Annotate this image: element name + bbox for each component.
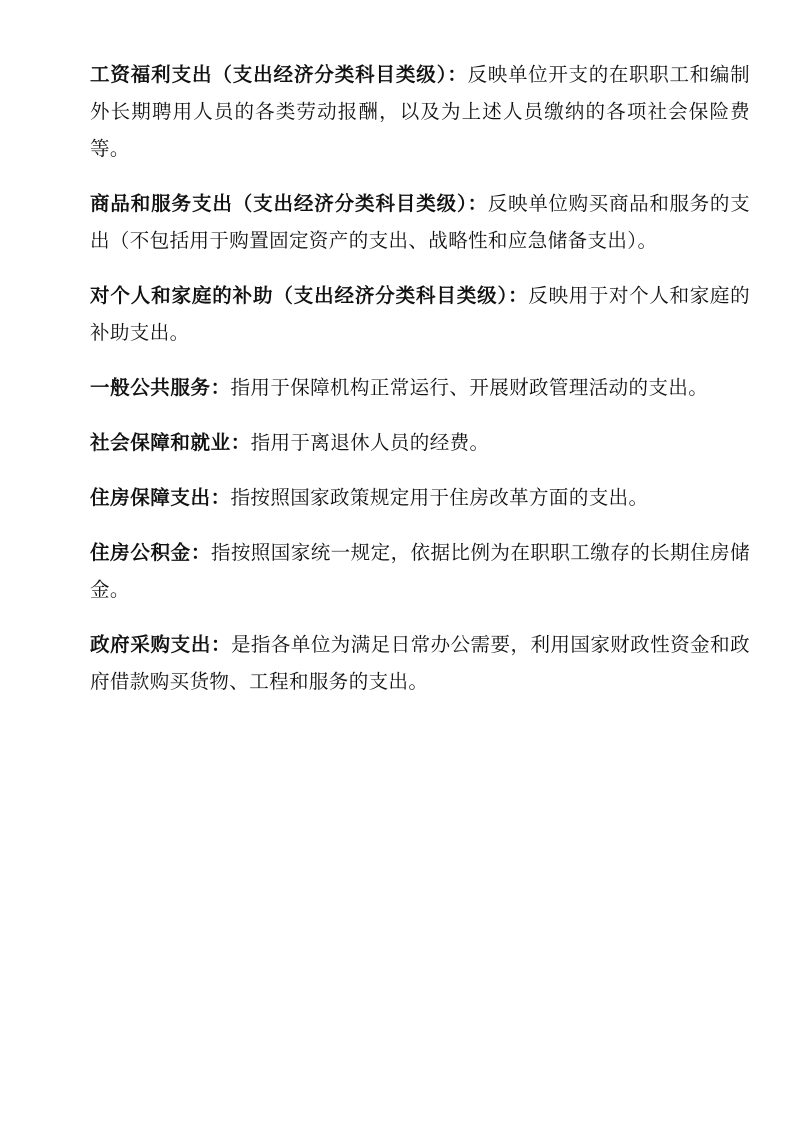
definition-separator: ： <box>190 541 211 564</box>
definition-text: 反映单位购买商品和服务的支出（不包括用于购置固定资产的支出、战略性和应急储备支出）。 <box>90 192 751 252</box>
definition-goods-services <box>90 185 750 259</box>
definition-text: 反映单位开支的在职职工和编制外长期聘用人员的各类劳动报酬，以及为上述人员缴纳的各项社会保险费等。 <box>90 63 750 160</box>
definition-separator: ： <box>508 284 529 307</box>
definition-text: 反映用于对个人和家庭的补助支出。 <box>90 284 751 344</box>
definition-housing-security <box>90 479 750 516</box>
definition-social-security <box>90 424 750 461</box>
definition-government-procurement <box>90 626 750 700</box>
definitions-list <box>90 56 750 718</box>
definition-term: 对个人和家庭的补助（支出经济分类科目类级） <box>90 284 509 307</box>
definition-term: 工资福利支出（支出经济分类科目类级） <box>90 63 448 86</box>
definition-term: 政府采购支出 <box>90 633 211 656</box>
definition-text: 指用于离退休人员的经费。 <box>250 431 490 454</box>
definition-term: 商品和服务支出（支出经济分类科目类级） <box>90 192 468 215</box>
definition-separator: ： <box>211 633 231 656</box>
definition-text: 是指各单位为满足日常办公需要，利用国家财政性资金和政府借款购买货物、工程和服务的支出。 <box>90 633 750 693</box>
definition-text: 指按照国家统一规定，依据比例为在职职工缴存的长期住房储金。 <box>90 541 750 601</box>
definition-separator: ： <box>210 376 231 399</box>
definition-wage-welfare <box>90 56 750 167</box>
definition-text: 指按照国家政策规定用于住房改革方面的支出。 <box>230 486 649 509</box>
definition-term: 住房公积金 <box>90 541 191 564</box>
definition-separator: ： <box>467 192 488 215</box>
definition-household-subsidy <box>90 277 750 351</box>
definition-term: 一般公共服务 <box>90 376 211 399</box>
definition-separator: ： <box>230 431 251 454</box>
definition-separator: ： <box>447 63 468 86</box>
definition-general-public-services <box>90 369 750 406</box>
definition-term: 住房保障支出 <box>90 486 211 509</box>
definition-term: 社会保障和就业 <box>90 431 231 454</box>
definition-text: 指用于保障机构正常运行、开展财政管理活动的支出。 <box>230 376 709 399</box>
definition-housing-provident-fund <box>90 534 750 608</box>
definition-separator: ： <box>210 486 231 509</box>
